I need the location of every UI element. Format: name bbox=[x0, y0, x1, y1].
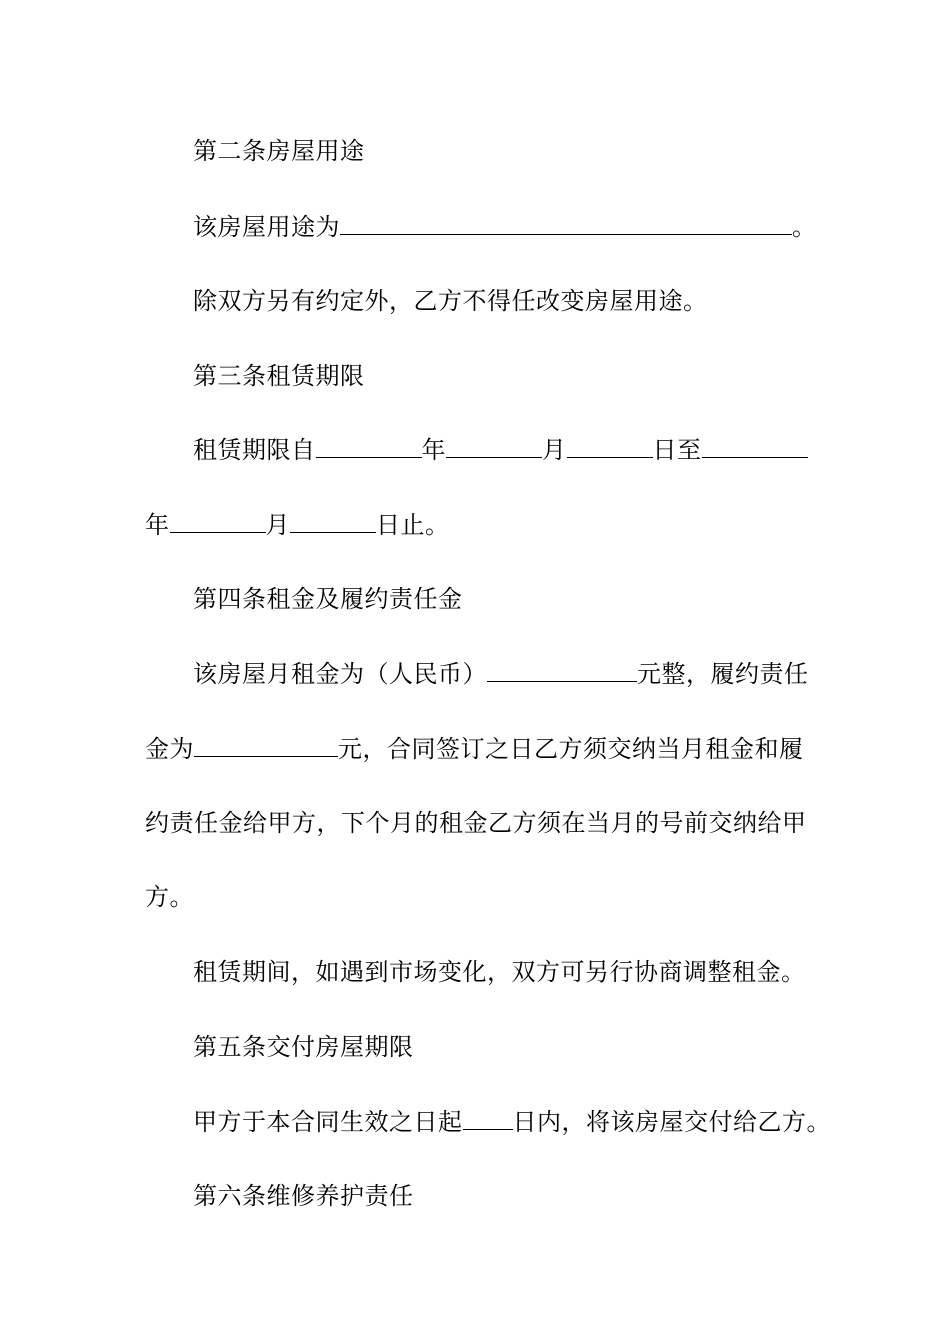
start-month-label: 月 bbox=[542, 436, 567, 464]
delivery-days-blank[interactable] bbox=[463, 1107, 513, 1130]
end-year-blank[interactable] bbox=[702, 435, 808, 458]
end-month-label: 月 bbox=[265, 511, 290, 539]
term-start-line bbox=[193, 433, 808, 467]
payment-terms-line: 约责任金给甲方，下个月的租金乙方须在当月的号前交纳给甲 bbox=[145, 809, 807, 837]
start-year-blank[interactable] bbox=[316, 435, 422, 458]
usage-blank[interactable] bbox=[340, 212, 792, 235]
delivery-suffix: 日内，将该房屋交付给乙方。 bbox=[512, 1108, 831, 1136]
end-month-blank[interactable] bbox=[170, 510, 266, 533]
term-end-line bbox=[145, 508, 450, 542]
usage-line bbox=[193, 210, 817, 244]
article6-heading: 第六条维修养护责任 bbox=[193, 1182, 414, 1210]
end-year-label: 年 bbox=[145, 511, 170, 539]
term-start-prefix: 租赁期限自 bbox=[193, 436, 316, 464]
start-year-label: 年 bbox=[421, 436, 446, 464]
deposit-line bbox=[145, 732, 804, 766]
start-day-label: 日至 bbox=[652, 436, 702, 464]
rent-suffix: 元整，履约责任 bbox=[637, 660, 809, 688]
rent-prefix: 该房屋月租金为（人民币） bbox=[193, 660, 487, 688]
delivery-prefix: 甲方于本合同生效之日起 bbox=[193, 1108, 463, 1136]
end-day-blank[interactable] bbox=[290, 510, 376, 533]
rent-line bbox=[193, 657, 809, 691]
rent-amount-blank[interactable] bbox=[487, 659, 637, 682]
deposit-amount-blank[interactable] bbox=[194, 734, 338, 757]
payment-terms-end: 方。 bbox=[145, 883, 194, 911]
usage-suffix: 。 bbox=[792, 213, 817, 241]
article2-heading: 第二条房屋用途 bbox=[193, 137, 365, 165]
rent-adjustment: 租赁期间，如遇到市场变化，双方可另行协商调整租金。 bbox=[193, 958, 806, 986]
deposit-suffix: 元，合同签订之日乙方须交纳当月租金和履 bbox=[338, 735, 804, 763]
article3-heading: 第三条租赁期限 bbox=[193, 362, 365, 390]
start-day-blank[interactable] bbox=[567, 435, 653, 458]
article5-heading: 第五条交付房屋期限 bbox=[193, 1033, 414, 1061]
end-day-label: 日止。 bbox=[376, 511, 450, 539]
start-month-blank[interactable] bbox=[446, 435, 542, 458]
article4-heading: 第四条租金及履约责任金 bbox=[193, 585, 463, 613]
deposit-prefix: 金为 bbox=[145, 735, 194, 763]
usage-prefix: 该房屋用途为 bbox=[193, 213, 340, 241]
usage-restriction: 除双方另有约定外，乙方不得任改变房屋用途。 bbox=[193, 287, 708, 315]
delivery-line bbox=[193, 1105, 831, 1139]
